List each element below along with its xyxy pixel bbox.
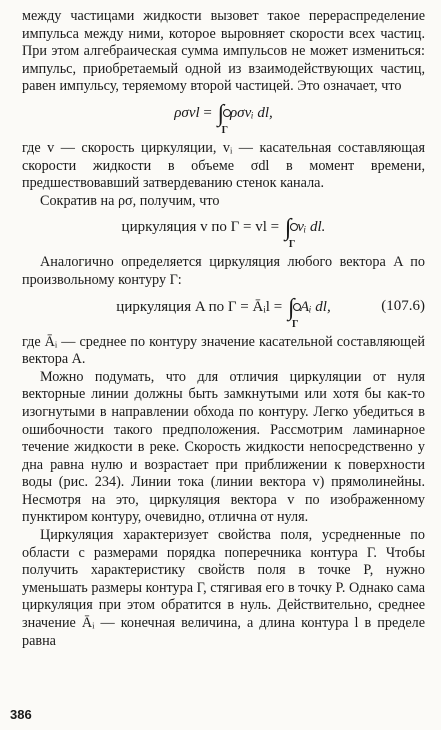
equation-circulation-v — [22, 210, 425, 254]
paragraph-field-properties: Циркуляция характеризует свойства поля, усредненные по области с размерами порядка поперечника контура Γ. Чтобы получить характеристику свойств поля в точке P, нужно уменьшать размеры контура Γ, стягивая его в точку P. Однако сама циркуляция при этом обратится в нуль. Действительно, среднее значение Āᵢ — конечная величина, а длина контура l в пределе равна — [22, 527, 425, 649]
paragraph-reduce: Сократив на ρσ, получим, что — [40, 192, 220, 209]
integral-subscript: Γ — [291, 318, 299, 330]
paragraph-definitions: где v — скорость циркуляции, vᵢ — касательная составляющая скорости жидкости в объеме σdl в момент времени, предшествовавший затвердеванию стенок канала. — [22, 139, 425, 192]
contour-integral-icon: ∫ Γ — [288, 298, 295, 318]
equation-rhs: vᵢ dl. — [297, 219, 326, 236]
equation-label: циркуляция v по Γ = vl = — [121, 219, 280, 236]
integral-subscript: Γ — [221, 124, 229, 136]
equation-label: циркуляция A по Γ = Āᵢl = — [116, 298, 283, 315]
equation-equals: = — [203, 104, 212, 121]
integral-subscript: Γ — [288, 239, 296, 251]
page-number: 386 — [10, 707, 32, 722]
contour-integral-icon: ∫ Γ — [218, 104, 225, 124]
paragraph-average: где Āᵢ — среднее по контуру значение касательной составляющей вектора A. — [22, 333, 425, 368]
equation-circulation-a — [22, 290, 425, 334]
equation-momentum — [22, 96, 425, 140]
equation-rhs: ρσvᵢ dl, — [229, 104, 273, 121]
contour-integral-icon: ∫ Γ — [285, 218, 292, 238]
paragraph-analogous: Аналогично определяется циркуляция любого вектора A по произвольному контуру Γ: — [22, 254, 425, 288]
paragraph-laminar: Можно подумать, что для отличия циркуляции от нуля векторные линии должны быть замкнутыми или хотя бы как-то изогнутыми в направлении обхода по контуру. Легко убедиться в ошибочности такого предположения. Рассмотрим ламинарное течение жидкости в реке. Скорость жидкости непосредственно у дна равна нулю и возрастает при приближении к поверхности воды (рис. 234). Линии тока (линии вектора v) прямолинейны. Несмотря на это, циркуляция вектора v по изображенному пунктиром контуру, очевидно, отлична от нуля. — [22, 368, 425, 526]
equation-rhs: Aᵢ dl, — [300, 298, 331, 315]
equation-lhs: ρσvl — [174, 104, 200, 121]
equation-number: (107.6) — [381, 297, 425, 314]
paragraph-momentum: между частицами жидкости вызовет такое перераспределение импульса между ними, которое выровняет скорости всех частиц. При этом алгебраическая сумма импульсов не может измениться: импульс, приобретаемый одной из взаимодействующих частиц, равен импульсу, теряемому второй частицей. Это означает, что — [22, 8, 425, 95]
